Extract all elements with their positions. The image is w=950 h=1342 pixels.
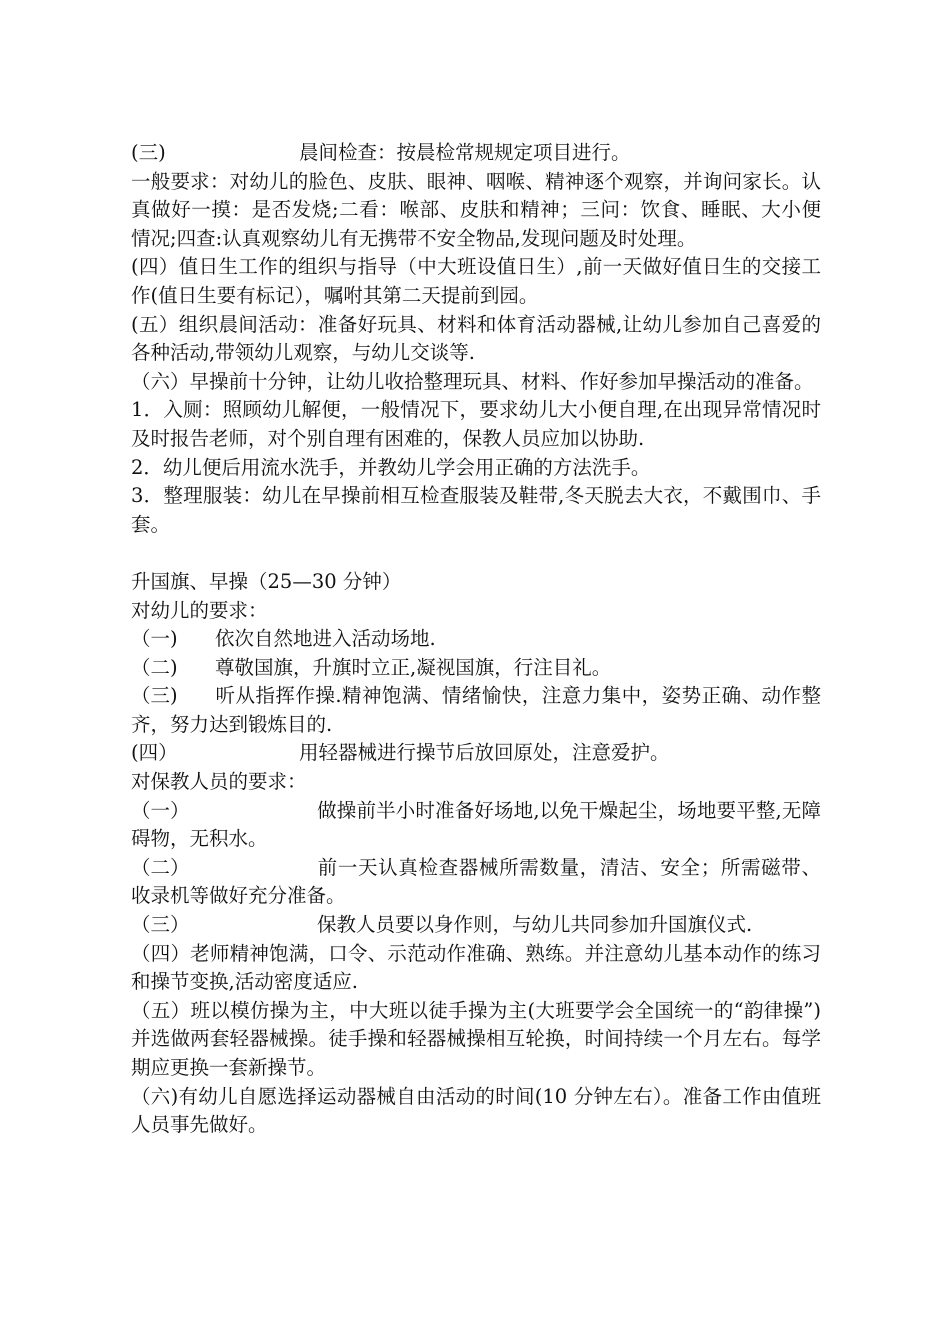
paragraph: (四）值日生工作的组织与指导（中大班设值日生）,前一天做好值日生的交接工作(值日生要有标记），嘱咐其第二天提前到园。 [131, 255, 821, 307]
paragraph: 2．幼儿便后用流水洗手，并教幼儿学会用正确的方法洗手。 [131, 455, 651, 479]
paragraph: （六）早操前十分钟，让幼儿收拾整理玩具、材料、作好参加早操活动的准备。 [131, 369, 814, 393]
section-title: 升国旗、早操（25—30 分钟） [131, 569, 402, 593]
paragraph: （五）班以模仿操为主，中大班以徒手操为主(大班要学会全国统一的“韵律操”)并选做两套轻器械操。徒手操和轻器械操相互轮换，时间持续一个月左右。每学期应更换一套新操节。 [131, 998, 821, 1079]
item-label: (三) [131, 141, 166, 164]
staff-item [131, 797, 821, 854]
item-label: （一) [131, 627, 178, 651]
item-label: （三） [131, 913, 190, 937]
item-text: 尊敬国旗，升旗时立正,凝视国旗，行注目礼。 [215, 655, 612, 679]
child-item [131, 625, 821, 654]
child-item [131, 654, 821, 683]
paragraph: （四）老师精神饱满，口令、示范动作准确、熟练。并注意幼儿基本动作的练习和操节变换,活动密度适应. [131, 941, 821, 994]
item-text: 用轻器械进行操节后放回原处，注意爱护。 [299, 741, 670, 765]
staff-item [131, 911, 821, 940]
item-label: (四） [131, 741, 178, 765]
item-text: 依次自然地进入活动场地. [215, 627, 436, 651]
item-text: 保教人员要以身作则，与幼儿共同参加升国旗仪式. [317, 913, 753, 937]
item-text: 听从指挥作操.精神饱满、情绪愉快，注意力集中，姿势正确、动作整齐，努力达到锻炼目的. [131, 684, 821, 736]
child-item [131, 739, 821, 768]
child-requirements-heading: 对幼儿的要求： [131, 598, 268, 622]
item-text: 做操前半小时准备好场地,以免干燥起尘，场地要平整,无障碍物，无积水。 [131, 798, 821, 851]
item-label: （一） [131, 798, 190, 822]
paragraph: 3．整理服装：幼儿在早操前相互检查服装及鞋带,冬天脱去大衣，不戴围巾、手套。 [131, 484, 821, 536]
morning-check-item [131, 139, 821, 168]
item-label: （二) [131, 655, 178, 679]
document-page [131, 139, 821, 1140]
item-text: 晨间检查：按晨检常规规定项目进行。 [299, 141, 631, 164]
item-label: （二） [131, 855, 190, 879]
paragraph: （六)有幼儿自愿选择运动器械自由活动的时间(10 分钟左右）。准备工作由值班人员事先做好。 [131, 1084, 821, 1137]
paragraph: 一般要求：对幼儿的脸色、皮肤、眼神、咽喉、精神逐个观察，并询问家长。认真做好一摸：是否发烧;二看：喉部、皮肤和精神；三问：饮食、睡眠、大小便 情况;四查:认真观察幼儿有无携带不安全物品,发现问题及时处理。 [131, 169, 821, 250]
item-label: （三) [131, 684, 178, 708]
child-item [131, 682, 821, 739]
staff-item [131, 854, 821, 911]
staff-requirements-heading: 对保教人员的要求： [131, 770, 307, 794]
paragraph: 1．入厕：照顾幼儿解便，一般情况下，要求幼儿大小便自理,在出现异常情况时及时报告老师，对个别自理有困难的，保教人员应加以协助. [131, 398, 821, 450]
blank-line [131, 539, 821, 568]
paragraph: (五）组织晨间活动：准备好玩具、材料和体育活动器械,让幼儿参加自己喜爱的各种活动,带领幼儿观察，与幼儿交谈等. [131, 312, 821, 365]
item-text: 前一天认真检查器械所需数量，清洁、安全；所需磁带、收录机等做好充分准备。 [131, 855, 821, 908]
